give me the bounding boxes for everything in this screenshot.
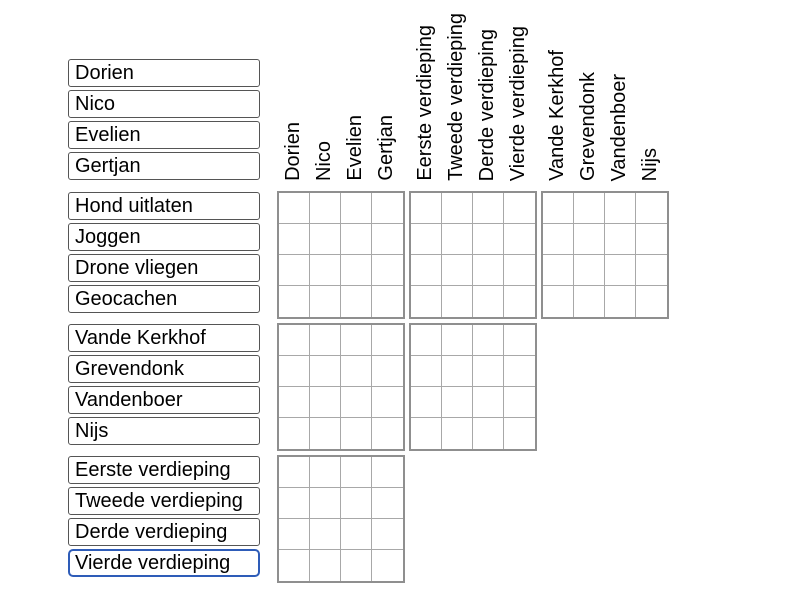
column-header-nijs xyxy=(634,1,665,181)
grid-cell[interactable] xyxy=(636,255,667,286)
grid-cell[interactable] xyxy=(636,286,667,317)
grid-cell[interactable] xyxy=(279,286,310,317)
grid-cell[interactable] xyxy=(310,356,341,387)
grid-cell[interactable] xyxy=(341,325,372,356)
grid-cell[interactable] xyxy=(411,286,442,317)
grid-cell[interactable] xyxy=(411,255,442,286)
grid-cell[interactable] xyxy=(411,387,442,418)
row-label-group-surnames xyxy=(68,324,260,448)
column-header-label: Vierde verdieping xyxy=(506,25,529,181)
grid-cell[interactable] xyxy=(372,418,403,449)
column-header-label: Tweede verdieping xyxy=(444,13,467,181)
grid-block-floors-names xyxy=(277,455,405,583)
grid-cell[interactable] xyxy=(504,418,535,449)
grid-cell[interactable] xyxy=(605,193,636,224)
grid-cell[interactable] xyxy=(372,519,403,550)
grid-cell[interactable] xyxy=(473,193,504,224)
row-label-gertjan[interactable] xyxy=(68,152,260,180)
column-header-label: Eerste verdieping xyxy=(413,25,436,181)
grid-cell[interactable] xyxy=(574,255,605,286)
grid-cell[interactable] xyxy=(411,325,442,356)
grid-cell[interactable] xyxy=(310,488,341,519)
grid-cell[interactable] xyxy=(442,387,473,418)
row-label-drone-vliegen[interactable] xyxy=(68,254,260,282)
grid-cell[interactable] xyxy=(341,457,372,488)
grid-cell[interactable] xyxy=(279,488,310,519)
grid-cell[interactable] xyxy=(372,325,403,356)
row-label-nico[interactable] xyxy=(68,90,260,118)
grid-cell[interactable] xyxy=(442,224,473,255)
grid-cell[interactable] xyxy=(442,286,473,317)
grid-cell[interactable] xyxy=(442,193,473,224)
grid-cell[interactable] xyxy=(341,387,372,418)
grid-cell[interactable] xyxy=(411,356,442,387)
grid-cell[interactable] xyxy=(442,418,473,449)
grid-cell[interactable] xyxy=(310,286,341,317)
column-header-tweede-verdieping xyxy=(440,1,471,181)
grid-cell[interactable] xyxy=(411,418,442,449)
grid-cell[interactable] xyxy=(279,356,310,387)
grid-cell[interactable] xyxy=(279,550,310,581)
grid-cell[interactable] xyxy=(279,457,310,488)
column-header-label: Vandenboer xyxy=(607,73,630,181)
grid-cell[interactable] xyxy=(473,387,504,418)
grid-cell[interactable] xyxy=(504,325,535,356)
grid-cell[interactable] xyxy=(310,550,341,581)
grid-cell[interactable] xyxy=(473,255,504,286)
grid-cell[interactable] xyxy=(504,193,535,224)
grid-cell[interactable] xyxy=(341,255,372,286)
row-label-hond-uitlaten[interactable] xyxy=(68,192,260,220)
column-header-eerste-verdieping xyxy=(409,1,440,181)
column-header-label: Vande Kerkhof xyxy=(545,50,568,181)
grid-cell[interactable] xyxy=(372,193,403,224)
grid-cell[interactable] xyxy=(504,255,535,286)
column-header-vierde-verdieping xyxy=(502,1,533,181)
grid-cell[interactable] xyxy=(310,519,341,550)
grid-cell[interactable] xyxy=(543,286,574,317)
grid-cell[interactable] xyxy=(341,286,372,317)
grid-cell[interactable] xyxy=(543,224,574,255)
grid-cell[interactable] xyxy=(279,193,310,224)
grid-block-activities-surnames xyxy=(541,191,669,319)
grid-cell[interactable] xyxy=(605,224,636,255)
row-label-derde-verdieping[interactable] xyxy=(68,518,260,546)
column-header-label: Derde verdieping xyxy=(475,28,498,181)
grid-cell[interactable] xyxy=(341,519,372,550)
row-label-group-names xyxy=(68,59,260,183)
grid-cell[interactable] xyxy=(372,457,403,488)
column-header-evelien xyxy=(339,1,370,181)
grid-block-activities-floors xyxy=(409,191,537,319)
grid-cell[interactable] xyxy=(372,286,403,317)
column-header-label: Nico xyxy=(312,140,335,181)
grid-cell[interactable] xyxy=(279,519,310,550)
grid-cell[interactable] xyxy=(341,224,372,255)
grid-cell[interactable] xyxy=(636,193,667,224)
grid-cell[interactable] xyxy=(574,193,605,224)
grid-cell[interactable] xyxy=(504,286,535,317)
row-label-grevendonk[interactable] xyxy=(68,355,260,383)
grid-cell[interactable] xyxy=(372,224,403,255)
grid-cell[interactable] xyxy=(279,418,310,449)
grid-cell[interactable] xyxy=(341,356,372,387)
row-label-eerste-verdieping[interactable] xyxy=(68,456,260,484)
grid-cell[interactable] xyxy=(310,193,341,224)
grid-cell[interactable] xyxy=(310,224,341,255)
column-header-vandenboer xyxy=(603,1,634,181)
column-header-dorien xyxy=(277,1,308,181)
row-label-dorien[interactable] xyxy=(68,59,260,87)
grid-cell[interactable] xyxy=(543,255,574,286)
grid-cell[interactable] xyxy=(310,255,341,286)
row-label-vierde-verdieping-focused[interactable] xyxy=(68,549,260,577)
row-label-group-activities xyxy=(68,192,260,316)
column-header-label: Dorien xyxy=(281,122,304,181)
grid-block-surnames-floors xyxy=(409,323,537,451)
row-label-vandenboer[interactable] xyxy=(68,386,260,414)
column-header-label: Nijs xyxy=(638,147,661,181)
grid-cell[interactable] xyxy=(372,387,403,418)
grid-cell[interactable] xyxy=(279,325,310,356)
column-header-grevendonk xyxy=(572,1,603,181)
row-label-joggen[interactable] xyxy=(68,223,260,251)
grid-cell[interactable] xyxy=(372,356,403,387)
row-label-vande-kerkhof[interactable] xyxy=(68,324,260,352)
column-header-nico xyxy=(308,1,339,181)
grid-cell[interactable] xyxy=(411,193,442,224)
grid-cell[interactable] xyxy=(442,325,473,356)
grid-cell[interactable] xyxy=(504,224,535,255)
grid-cell[interactable] xyxy=(411,224,442,255)
column-header-group-surnames xyxy=(541,1,665,181)
grid-cell[interactable] xyxy=(605,255,636,286)
column-header-group-floors xyxy=(409,1,533,181)
grid-cell[interactable] xyxy=(310,325,341,356)
column-header-gertjan xyxy=(370,1,401,181)
grid-cell[interactable] xyxy=(341,488,372,519)
grid-cell[interactable] xyxy=(279,387,310,418)
row-label-evelien[interactable] xyxy=(68,121,260,149)
grid-cell[interactable] xyxy=(605,286,636,317)
row-label-nijs[interactable] xyxy=(68,417,260,445)
grid-cell[interactable] xyxy=(310,418,341,449)
grid-cell[interactable] xyxy=(636,224,667,255)
grid-cell[interactable] xyxy=(372,550,403,581)
column-header-label: Evelien xyxy=(343,115,366,181)
grid-cell[interactable] xyxy=(279,224,310,255)
grid-block-surnames-names xyxy=(277,323,405,451)
column-header-label: Gertjan xyxy=(374,115,397,181)
grid-cell[interactable] xyxy=(310,387,341,418)
column-header-group-names xyxy=(277,1,401,181)
grid-block-activities-names xyxy=(277,191,405,319)
grid-cell[interactable] xyxy=(442,356,473,387)
grid-cell[interactable] xyxy=(504,356,535,387)
grid-cell[interactable] xyxy=(504,387,535,418)
grid-cell[interactable] xyxy=(473,418,504,449)
grid-cell[interactable] xyxy=(372,488,403,519)
grid-cell[interactable] xyxy=(310,457,341,488)
grid-cell[interactable] xyxy=(574,286,605,317)
grid-cell[interactable] xyxy=(279,255,310,286)
column-header-derde-verdieping xyxy=(471,1,502,181)
column-header-label: Grevendonk xyxy=(576,72,599,181)
grid-cell[interactable] xyxy=(372,255,403,286)
grid-cell[interactable] xyxy=(473,325,504,356)
row-label-group-floors xyxy=(68,456,260,580)
grid-cell[interactable] xyxy=(341,418,372,449)
grid-cell[interactable] xyxy=(473,286,504,317)
grid-cell[interactable] xyxy=(442,255,473,286)
grid-cell[interactable] xyxy=(341,550,372,581)
row-label-tweede-verdieping[interactable] xyxy=(68,487,260,515)
grid-cell[interactable] xyxy=(473,224,504,255)
grid-cell[interactable] xyxy=(574,224,605,255)
row-label-geocachen[interactable] xyxy=(68,285,260,313)
column-header-vande-kerkhof xyxy=(541,1,572,181)
grid-cell[interactable] xyxy=(473,356,504,387)
grid-cell[interactable] xyxy=(341,193,372,224)
grid-cell[interactable] xyxy=(543,193,574,224)
